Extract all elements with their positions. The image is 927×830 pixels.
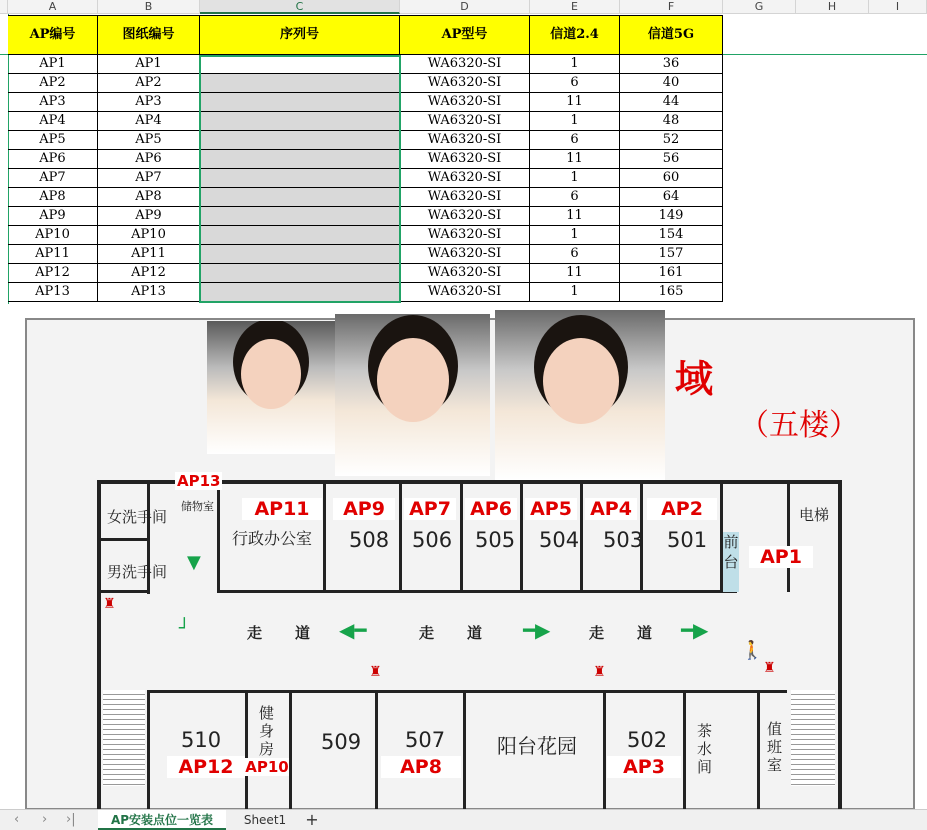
- emergency-exit-icon: 🚶: [741, 640, 764, 661]
- ap12-marker: AP12: [167, 756, 245, 778]
- table-cell[interactable]: 6: [530, 131, 620, 150]
- table-cell[interactable]: WA6320-SI: [400, 93, 530, 112]
- tab-ap-list[interactable]: AP安装点位一览表: [98, 810, 226, 830]
- table-cell[interactable]: 6: [530, 74, 620, 93]
- table-cell[interactable]: AP11: [98, 245, 200, 264]
- room-duty: 值班室: [767, 720, 783, 774]
- select-all-corner[interactable]: [0, 0, 8, 14]
- wall-h-wc: [97, 538, 149, 541]
- ap1-marker: AP1: [749, 546, 813, 568]
- table-cell[interactable]: AP10: [98, 226, 200, 245]
- table-cell[interactable]: 11: [530, 207, 620, 226]
- room-admin-office: 行政办公室: [232, 529, 313, 548]
- table-cell[interactable]: [200, 74, 400, 93]
- column-header-i[interactable]: I: [869, 0, 927, 14]
- wall-b2: [245, 690, 248, 810]
- table-cell[interactable]: [200, 169, 400, 188]
- room-men-wc: 男洗手间: [107, 563, 168, 581]
- table-cell[interactable]: 1: [530, 55, 620, 74]
- add-sheet-button[interactable]: +: [305, 810, 319, 829]
- table-cell[interactable]: AP4: [98, 112, 200, 131]
- arrow-right-icon: ━▶: [681, 618, 709, 642]
- corridor-label: 走: [419, 624, 435, 642]
- ap8-marker: AP8: [381, 756, 461, 778]
- column-header-f[interactable]: F: [620, 0, 723, 14]
- room-510: 510: [181, 728, 222, 752]
- stairs-left-icon: [103, 690, 145, 786]
- corridor-label: 道: [295, 624, 311, 642]
- wall-v6: [580, 484, 583, 592]
- room-501: 501: [667, 528, 708, 552]
- table-cell[interactable]: 48: [620, 112, 723, 131]
- table-cell[interactable]: AP1: [98, 55, 200, 74]
- sheet-tab-bar: [0, 809, 927, 830]
- table-cell[interactable]: AP5: [8, 131, 98, 150]
- table-cell[interactable]: WA6320-SI: [400, 131, 530, 150]
- table-cell[interactable]: 60: [620, 169, 723, 188]
- room-balcony-garden: 阳台花园: [497, 734, 577, 758]
- next-sheet-icon[interactable]: ›: [42, 812, 48, 827]
- table-cell[interactable]: 157: [620, 245, 723, 264]
- stairs-right-icon: [791, 690, 835, 786]
- ap7-marker: AP7: [404, 498, 456, 520]
- table-cell[interactable]: AP12: [8, 264, 98, 283]
- table-cell[interactable]: AP7: [8, 169, 98, 188]
- table-cell[interactable]: 1: [530, 283, 620, 302]
- table-cell[interactable]: AP11: [8, 245, 98, 264]
- table-cell[interactable]: WA6320-SI: [400, 74, 530, 93]
- fire-extinguisher-icon: ♜: [763, 660, 776, 676]
- corridor-label: 道: [637, 624, 653, 642]
- wall-corridor-top: [217, 590, 737, 593]
- wall-b1: [147, 690, 150, 810]
- fire-extinguisher-icon: ♜: [103, 596, 116, 612]
- plan-subtitle: （五楼）: [739, 408, 859, 443]
- room-509: 509: [321, 730, 362, 754]
- column-header-b[interactable]: B: [98, 0, 200, 14]
- wall-b5: [463, 690, 466, 810]
- table-cell[interactable]: [200, 245, 400, 264]
- table-cell[interactable]: WA6320-SI: [400, 245, 530, 264]
- fire-extinguisher-icon: ♜: [593, 664, 606, 680]
- face-icon: [241, 339, 301, 409]
- room-front-desk: 前台: [723, 532, 739, 592]
- room-502: 502: [627, 728, 668, 752]
- column-header-h[interactable]: H: [796, 0, 869, 14]
- ap13-marker: AP13: [177, 472, 221, 490]
- wall-b4: [375, 690, 378, 810]
- corridor-label: 走: [247, 624, 263, 642]
- room-women-wc: 女洗手间: [107, 508, 168, 526]
- table-cell[interactable]: AP13: [8, 283, 98, 302]
- table-cell[interactable]: WA6320-SI: [400, 226, 530, 245]
- table-cell[interactable]: AP7: [98, 169, 200, 188]
- room-505: 505: [475, 528, 516, 552]
- table-cell[interactable]: 44: [620, 93, 723, 112]
- photo-child-3: [495, 310, 665, 480]
- table-cell[interactable]: AP9: [8, 207, 98, 226]
- table-cell[interactable]: [200, 55, 400, 74]
- room-507: 507: [405, 728, 446, 752]
- column-header-g[interactable]: G: [723, 0, 796, 14]
- arrow-right-icon: ━▶: [523, 618, 551, 642]
- table-cell[interactable]: 1: [530, 226, 620, 245]
- column-header-d[interactable]: D: [400, 0, 530, 14]
- photo-child-2: [335, 314, 490, 476]
- table-cell[interactable]: 56: [620, 150, 723, 169]
- table-cell[interactable]: [200, 150, 400, 169]
- table-cell[interactable]: 11: [530, 264, 620, 283]
- table-cell[interactable]: AP8: [8, 188, 98, 207]
- table-cell[interactable]: AP8: [98, 188, 200, 207]
- table-cell[interactable]: 1: [530, 112, 620, 131]
- table-cell[interactable]: [200, 264, 400, 283]
- room-tea: 茶水间: [697, 722, 713, 776]
- table-cell[interactable]: WA6320-SI: [400, 112, 530, 131]
- fire-extinguisher-icon: ♜: [369, 664, 382, 680]
- room-506: 506: [412, 528, 453, 552]
- wall-b7: [683, 690, 686, 810]
- wall-v1: [217, 484, 220, 592]
- plan-title: 域: [675, 357, 714, 401]
- table-cell[interactable]: AP3: [98, 93, 200, 112]
- table-cell[interactable]: AP13: [98, 283, 200, 302]
- table-cell[interactable]: AP4: [8, 112, 98, 131]
- table-cell[interactable]: [200, 283, 400, 302]
- table-cell[interactable]: WA6320-SI: [400, 207, 530, 226]
- table-cell[interactable]: 6: [530, 188, 620, 207]
- table-cell[interactable]: AP10: [8, 226, 98, 245]
- table-cell[interactable]: [200, 207, 400, 226]
- column-header-c[interactable]: C: [200, 0, 400, 14]
- room-gym: 健身房: [259, 704, 275, 758]
- ap6-marker: AP6: [465, 498, 517, 520]
- tab-sheet1[interactable]: Sheet1: [243, 813, 287, 827]
- table-cell[interactable]: 64: [620, 188, 723, 207]
- table-cell[interactable]: WA6320-SI: [400, 264, 530, 283]
- table-cell[interactable]: 36: [620, 55, 723, 74]
- arrow-left-icon: ◀━: [339, 618, 367, 642]
- wall-v2: [323, 484, 326, 592]
- ap10-marker: AP10: [245, 758, 289, 776]
- header-serial[interactable]: 序列号: [200, 15, 400, 55]
- table-cell[interactable]: AP2: [98, 74, 200, 93]
- header-channel-5g[interactable]: 信道5G: [620, 15, 723, 55]
- wall-b8: [757, 690, 760, 810]
- arrow-down-icon: ▼: [187, 552, 201, 573]
- table-cell[interactable]: 40: [620, 74, 723, 93]
- wall-v3: [399, 484, 402, 592]
- wall-v4: [460, 484, 463, 592]
- ap4-marker: AP4: [585, 498, 637, 520]
- table-cell[interactable]: WA6320-SI: [400, 55, 530, 74]
- wall-b3: [289, 690, 292, 810]
- table-cell[interactable]: [200, 188, 400, 207]
- room-503: 503: [603, 528, 644, 552]
- ap5-marker: AP5: [525, 498, 577, 520]
- table-cell[interactable]: [200, 93, 400, 112]
- table-cell[interactable]: [200, 226, 400, 245]
- table-cell[interactable]: AP2: [8, 74, 98, 93]
- room-504: 504: [539, 528, 580, 552]
- table-cell[interactable]: WA6320-SI: [400, 150, 530, 169]
- ap11-marker: AP11: [242, 498, 322, 520]
- wall-v9: [787, 484, 790, 592]
- table-cell[interactable]: 6: [530, 245, 620, 264]
- table-cell[interactable]: AP12: [98, 264, 200, 283]
- column-header-e[interactable]: E: [530, 0, 620, 14]
- table-cell[interactable]: 1: [530, 169, 620, 188]
- arrow-turn-icon: ┘: [179, 618, 190, 639]
- table-cell[interactable]: AP5: [98, 131, 200, 150]
- ap3-marker: AP3: [607, 756, 681, 778]
- table-cell[interactable]: 11: [530, 93, 620, 112]
- wall-b6: [603, 690, 606, 810]
- header-channel-24[interactable]: 信道2.4: [530, 15, 620, 55]
- room-elevator: 电梯: [799, 506, 830, 524]
- last-sheet-icon[interactable]: ›|: [66, 812, 76, 827]
- table-cell[interactable]: 165: [620, 283, 723, 302]
- table-cell[interactable]: [200, 131, 400, 150]
- table-cell[interactable]: AP9: [98, 207, 200, 226]
- table-cell[interactable]: WA6320-SI: [400, 188, 530, 207]
- table-cell[interactable]: 161: [620, 264, 723, 283]
- table-cell[interactable]: 149: [620, 207, 723, 226]
- column-header-a[interactable]: A: [8, 0, 98, 14]
- table-cell[interactable]: AP1: [8, 55, 98, 74]
- ap2-marker: AP2: [647, 498, 717, 520]
- wall-corridor-bottom: [147, 690, 787, 693]
- corridor-label: 道: [467, 624, 483, 642]
- header-drawing-id[interactable]: 图纸编号: [98, 15, 200, 55]
- ap9-marker: AP9: [333, 498, 395, 520]
- table-cell[interactable]: WA6320-SI: [400, 169, 530, 188]
- table-cell[interactable]: AP6: [98, 150, 200, 169]
- table-cell[interactable]: 154: [620, 226, 723, 245]
- table-cell[interactable]: WA6320-SI: [400, 283, 530, 302]
- room-storage: 储物室: [181, 500, 214, 513]
- header-ap-model[interactable]: AP型号: [400, 15, 530, 55]
- table-cell[interactable]: [200, 112, 400, 131]
- wall-right: [838, 480, 842, 810]
- table-cell[interactable]: 52: [620, 131, 723, 150]
- face-icon: [543, 338, 619, 424]
- prev-sheet-icon[interactable]: ‹: [14, 812, 20, 827]
- room-508: 508: [349, 528, 390, 552]
- wall-v5: [520, 484, 523, 592]
- table-cell[interactable]: AP3: [8, 93, 98, 112]
- table-cell[interactable]: AP6: [8, 150, 98, 169]
- corridor-label: 走: [589, 624, 605, 642]
- face-icon: [377, 338, 449, 422]
- header-ap-id[interactable]: AP编号: [8, 15, 98, 55]
- wall-h-wc2: [97, 590, 149, 593]
- table-cell[interactable]: 11: [530, 150, 620, 169]
- wall-left: [97, 480, 101, 810]
- photo-child-1: [207, 321, 335, 454]
